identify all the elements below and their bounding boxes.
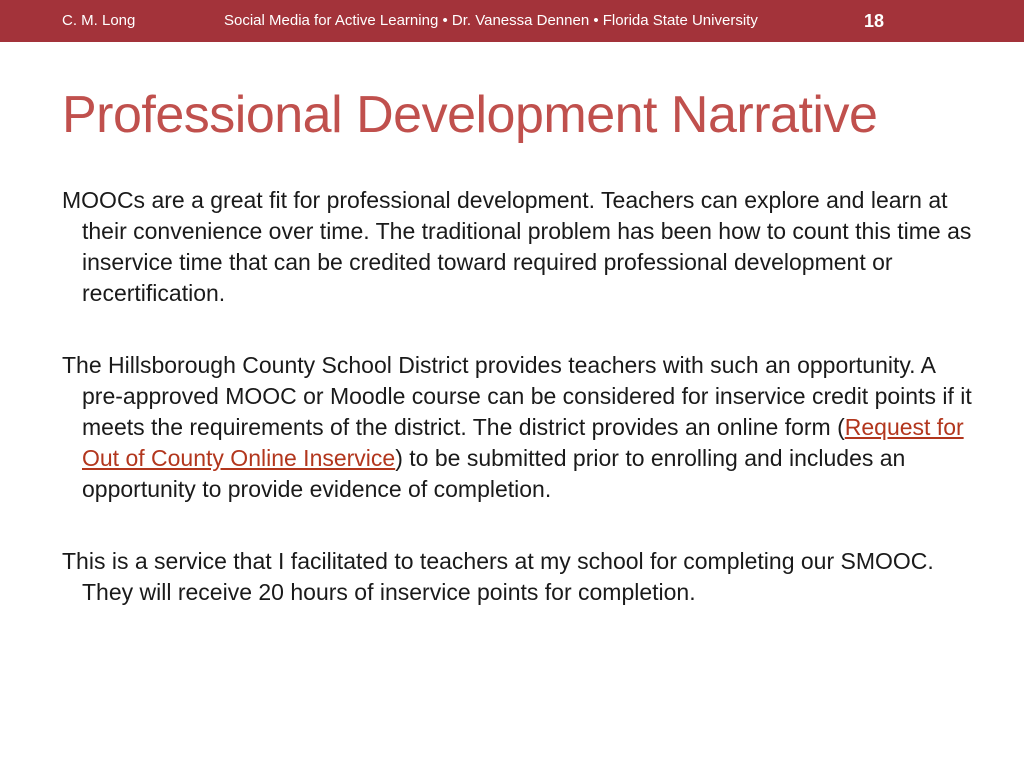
paragraph-mooc-fit: MOOCs are a great fit for professional development. Teachers can explore and learn at their convenience over time. The traditional problem has been how to count this time as inservice time that can be credited toward required professional development or recertification. (62, 187, 972, 306)
paragraph-hillsborough (62, 350, 972, 505)
header-bar (0, 0, 1024, 42)
header-author: C. M. Long (62, 12, 136, 29)
slide-body (62, 185, 972, 608)
header-course-info: Social Media for Active Learning • Dr. Vanessa Dennen • Florida State University (224, 12, 758, 29)
paragraph-hillsborough-text-start: The Hillsborough County School District provides teachers with such an opportunity. A pre-approved MOOC or Moodle course can be considered for inservice credit points if it meets the requirements of the district. The district provides an online form ( (62, 352, 972, 440)
paragraph-hillsborough-text-end: ) to be submitted prior to enrolling and includes an opportunity to provide evidence of completion. (82, 445, 906, 502)
slide-title: Professional Development Narrative (62, 86, 878, 144)
inservice-request-link[interactable]: Request for Out of County Online Inservice (82, 414, 964, 471)
page-number: 18 (864, 11, 885, 31)
paragraph-service: This is a service that I facilitated to teachers at my school for completing our SMOOC. They will receive 20 hours of inservice points for completion. (62, 548, 934, 605)
